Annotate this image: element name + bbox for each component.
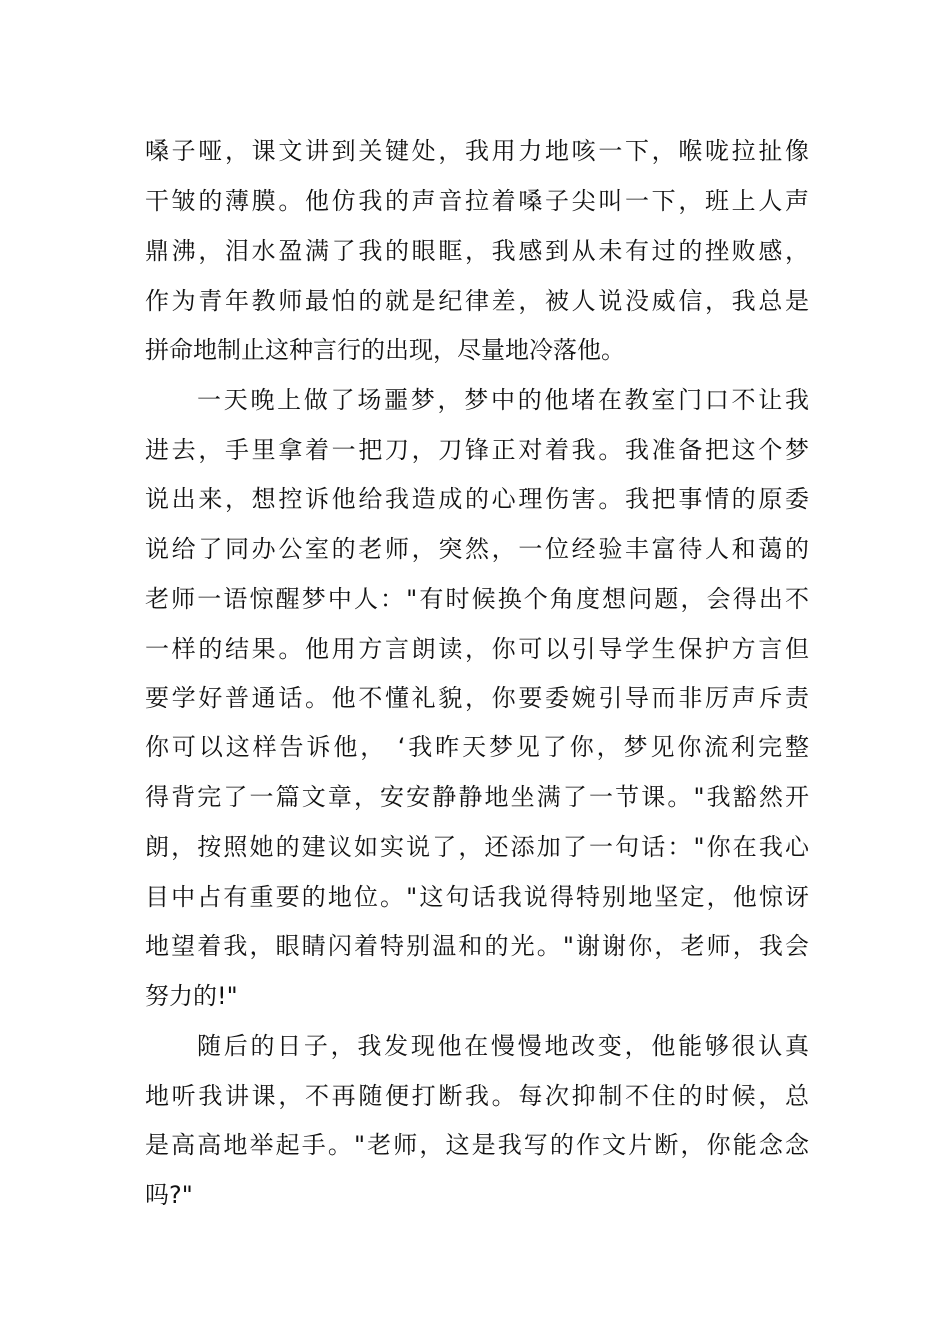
text-line: 进去，手里拿着一把刀，刀锋正对着我。我准备把这个梦 <box>145 436 809 464</box>
text-line: 要学好普通话。他不懂礼貌，你要委婉引导而非厉声斥责 <box>145 684 809 712</box>
text-line: 你可以这样告诉他， ‘我昨天梦见了你，梦见你流利完整 <box>145 733 809 761</box>
text-line: 目中占有重要的地位。"这句话我说得特别地坚定，他惊讶 <box>145 883 809 911</box>
text-line: 吗?" <box>145 1181 193 1209</box>
text-line: 是高高地举起手。"老师，这是我写的作文片断，你能念念 <box>145 1131 809 1159</box>
text-line: 嗓子哑，课文讲到关键处，我用力地咳一下，喉咙拉扯像 <box>145 137 809 165</box>
text-line: 一样的结果。他用方言朗读，你可以引导学生保护方言但 <box>145 635 809 663</box>
text-line: 拼命地制止这种言行的出现，尽量地冷落他。 <box>145 336 625 364</box>
text-line: 一天晚上做了场噩梦，梦中的他堵在教室门口不让我 <box>197 386 809 414</box>
text-line: 随后的日子，我发现他在慢慢地改变，他能够很认真 <box>197 1032 809 1060</box>
text-line: 地望着我，眼睛闪着特别温和的光。"谢谢你，老师，我会 <box>145 932 809 960</box>
text-line: 说出来，想控诉他给我造成的心理伤害。我把事情的原委 <box>145 485 809 513</box>
text-line: 老师一语惊醒梦中人："有时候换个角度想问题，会得出不 <box>145 585 809 613</box>
text-line: 朗，按照她的建议如实说了，还添加了一句话："你在我心 <box>145 833 809 861</box>
text-line: 努力的!" <box>145 982 238 1010</box>
text-line: 地听我讲课，不再随便打断我。每次抑制不住的时候，总 <box>145 1082 809 1110</box>
text-line: 干皱的薄膜。他仿我的声音拉着嗓子尖叫一下，班上人声 <box>145 187 809 215</box>
text-line: 得背完了一篇文章，安安静静地坐满了一节课。"我豁然开 <box>145 783 809 811</box>
text-line: 作为青年教师最怕的就是纪律差，被人说没威信，我总是 <box>145 287 809 315</box>
text-line: 说给了同办公室的老师，突然，一位经验丰富待人和蔼的 <box>145 535 809 563</box>
text-line: 鼎沸，泪水盈满了我的眼眶，我感到从未有过的挫败感， <box>145 237 809 265</box>
